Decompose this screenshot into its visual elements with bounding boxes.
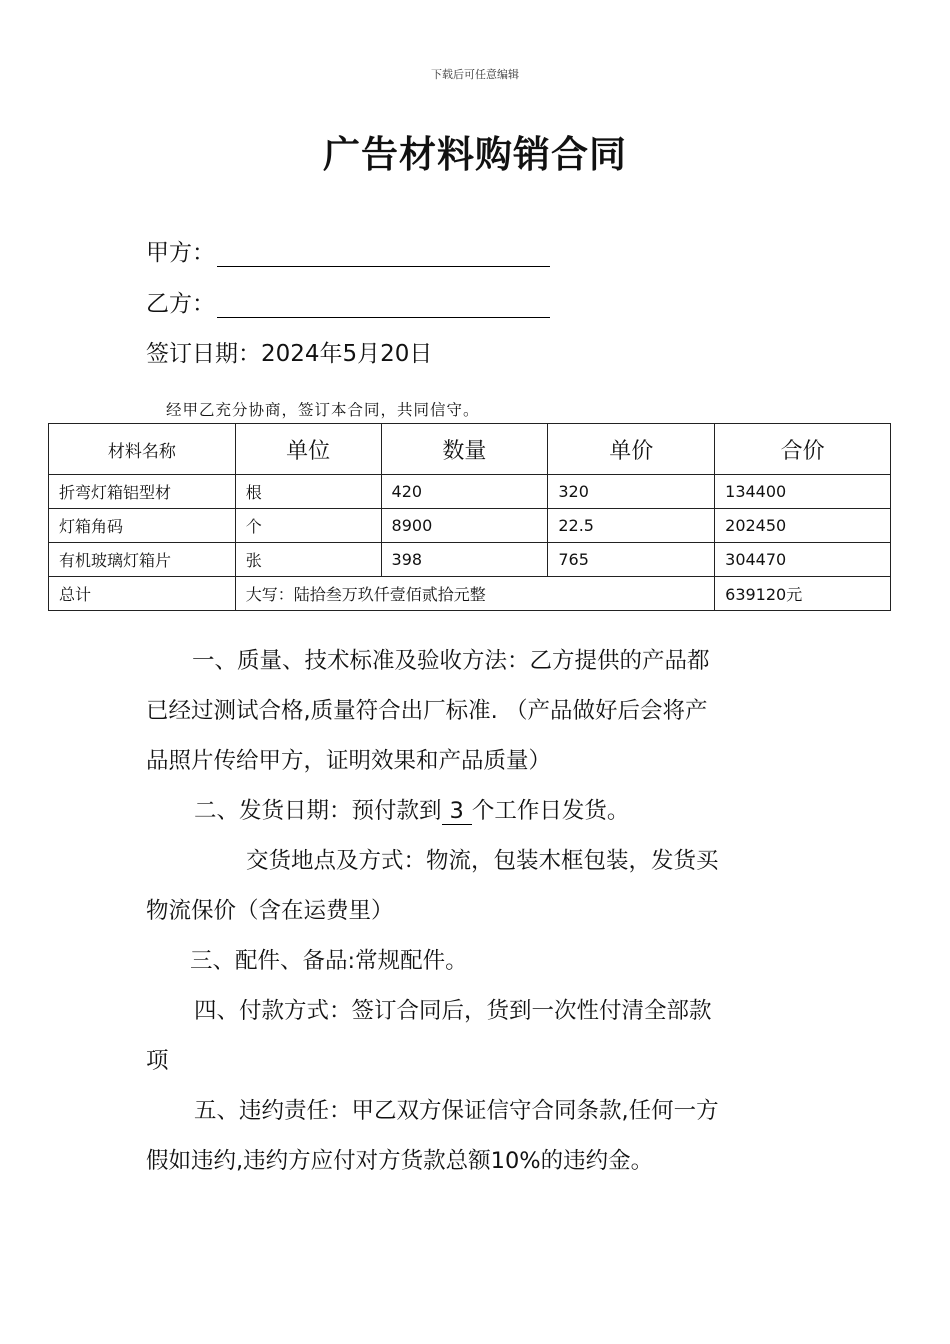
party-b-field (146, 285, 550, 318)
clause-delivery-date (194, 786, 854, 836)
header-note: 下载后可任意编辑 (431, 68, 519, 81)
preamble: 经甲乙充分协商，签订本合同，共同信守。 (166, 401, 480, 419)
cell-unit: 根 (235, 475, 381, 509)
total-label: 总计 (49, 577, 236, 611)
header-total-price: 合价 (715, 424, 891, 475)
header-material-name: 材料名称 (49, 424, 236, 475)
table-row (49, 543, 891, 577)
cell-quantity: 420 (381, 475, 548, 509)
party-b-blank (217, 295, 550, 318)
table-total-row (49, 577, 891, 611)
header-unit-price: 单价 (548, 424, 715, 475)
clause-quality-cont (146, 686, 806, 786)
clause-quality (146, 636, 806, 686)
cell-total: 304470 (715, 543, 891, 577)
materials-table (48, 423, 891, 611)
table-row (49, 475, 891, 509)
contract-title: 广告材料购销合同 (323, 133, 627, 176)
clause-accessories: 三、配件、备品:常规配件。 (190, 948, 468, 974)
clause-payment-cont: 项 (146, 1048, 169, 1074)
cell-unit-price: 320 (548, 475, 715, 509)
clause-quality-line3: 品照片传给甲方，证明效果和产品质量） (146, 748, 552, 774)
cell-material: 灯箱角码 (49, 509, 236, 543)
cell-unit-price: 22.5 (548, 509, 715, 543)
clause-quality-line1: 一、质量、技术标准及验收方法：乙方提供的产品都 (192, 648, 710, 674)
clause-delivery-method-cont: 物流保价（含在运费里） (146, 898, 394, 924)
clause-payment: 四、付款方式：签订合同后，货到一次性付清全部款 (194, 998, 712, 1024)
header-unit: 单位 (235, 424, 381, 475)
cell-quantity: 8900 (381, 509, 548, 543)
party-a-label: 甲方： (146, 240, 215, 266)
header-quantity: 数量 (381, 424, 548, 475)
cell-material: 折弯灯箱铝型材 (49, 475, 236, 509)
party-b-label: 乙方： (146, 291, 215, 317)
cell-unit-price: 765 (548, 543, 715, 577)
clause-liability: 五、违约责任：甲乙双方保证信守合同条款,任何一方 (194, 1098, 719, 1124)
delivery-prefix: 二、发货日期：预付款到 (194, 798, 442, 824)
cell-total: 134400 (715, 475, 891, 509)
cell-total: 202450 (715, 509, 891, 543)
clause-liability-cont: 假如违约,违约方应付对方货款总额10%的违约金。 (146, 1148, 654, 1174)
cell-material: 有机玻璃灯箱片 (49, 543, 236, 577)
table-header-row (49, 424, 891, 475)
total-amount: 639120元 (715, 577, 891, 611)
table-row (49, 509, 891, 543)
delivery-suffix: 个工作日发货。 (471, 798, 630, 824)
clause-delivery-method: 交货地点及方式：物流，包装木框包装，发货买 (246, 848, 719, 874)
party-a-field (146, 234, 550, 267)
sign-date: 签订日期：2024年5月20日 (146, 341, 433, 367)
cell-unit: 个 (235, 509, 381, 543)
party-a-blank (217, 244, 550, 267)
cell-unit: 张 (235, 543, 381, 577)
cell-quantity: 398 (381, 543, 548, 577)
total-in-words: 大写：陆拾叁万玖仟壹佰贰拾元整 (235, 577, 714, 611)
clause-quality-line2: 已经过测试合格,质量符合出厂标准. （产品做好后会将产 (146, 698, 708, 724)
delivery-days: 3 (442, 798, 472, 825)
